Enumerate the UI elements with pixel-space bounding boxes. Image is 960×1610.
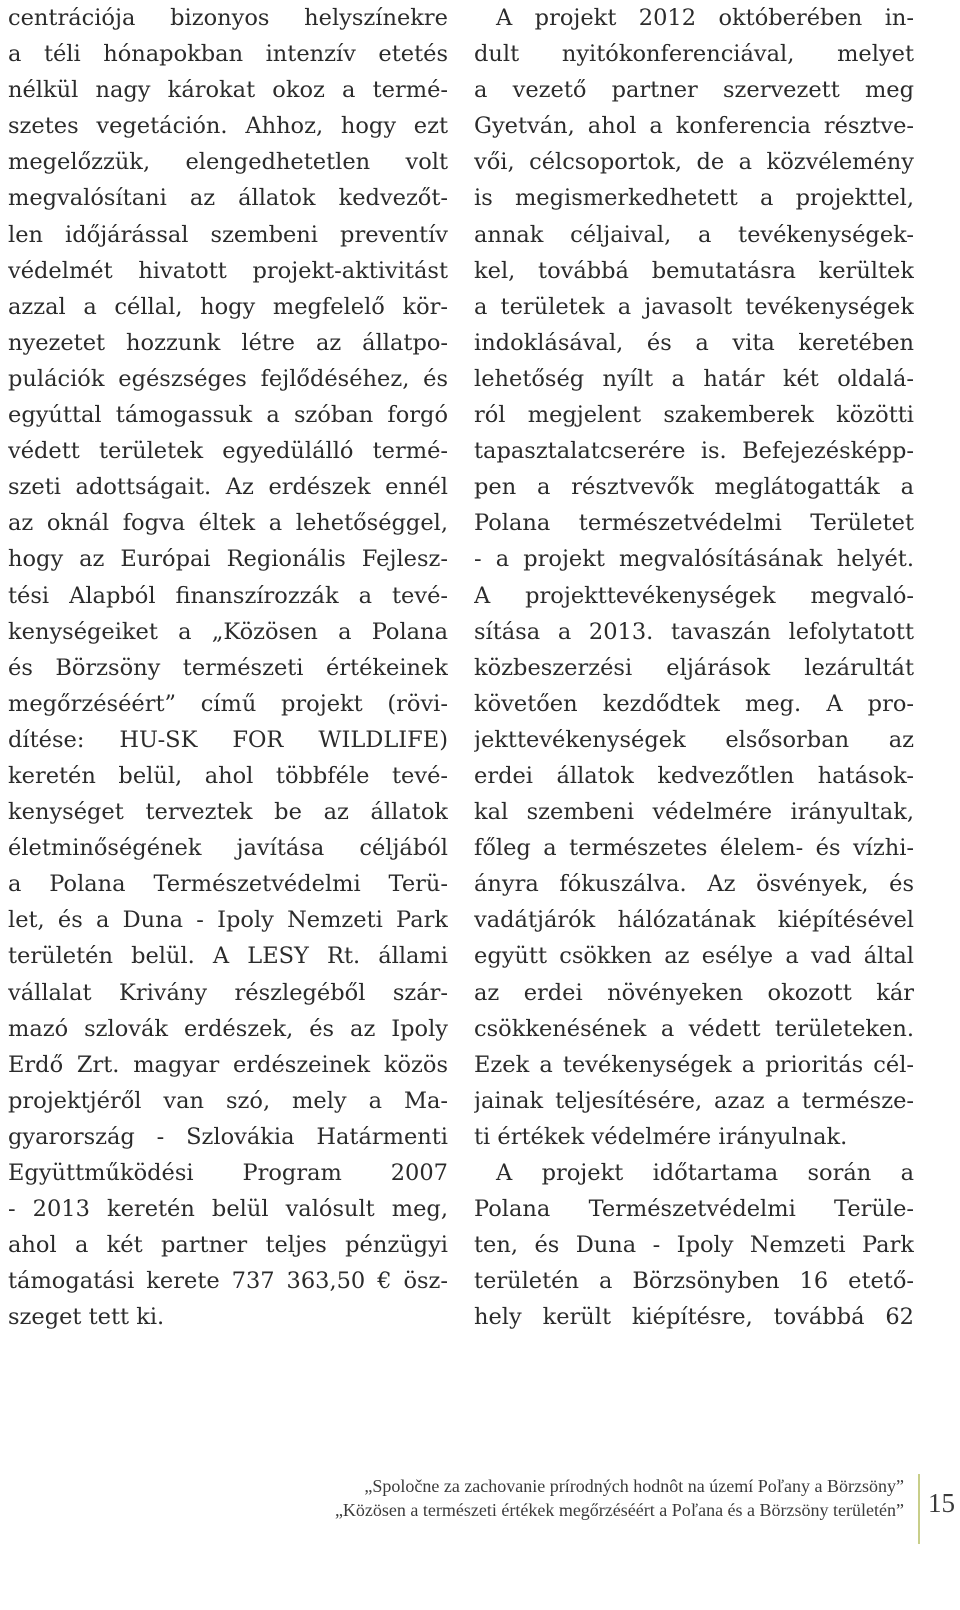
right-text-column <box>474 0 914 1335</box>
text-line: Együttműködési Program 2007 <box>8 1160 448 1186</box>
text-line: dult nyitókonferenciával, melyet <box>474 41 914 68</box>
text-line: - a projekt megvalósításának helyét. <box>474 546 914 573</box>
text-line: védett területek egyedülálló termé- <box>8 438 448 465</box>
text-line: hely került kiépítésre, továbbá 62 <box>474 1304 914 1331</box>
text-line: pulációk egészséges fejlődéséhez, és <box>8 365 448 392</box>
text-line: kenységet terveztek be az állatok <box>8 799 448 826</box>
text-line: vői, célcsoportok, de a közvélemény <box>474 149 914 176</box>
text-line: let, és a Duna - Ipoly Nemzeti Park <box>8 907 448 934</box>
text-line: - 2013 keretén belül valósult meg, <box>8 1196 448 1223</box>
text-line: területén belül. A LESY Rt. állami <box>8 943 448 970</box>
footer-divider <box>918 1474 920 1544</box>
footer-slovak-title: „Spoločne za zachovanie prírodných hodnôt na území Poľany a Börzsöny” <box>364 1476 904 1496</box>
page-number: 15 <box>928 1488 955 1518</box>
text-line: vadátjárók hálózatának kiépítésével <box>474 907 914 934</box>
text-line: Ezek a tevékenységek a prioritás cél- <box>474 1051 914 1078</box>
text-line: Gyetván, ahol a konferencia résztve- <box>474 113 914 140</box>
text-line: szeti adottságait. Az erdészek ennél <box>8 474 448 501</box>
text-line: keretén belül, ahol többféle tevé- <box>8 762 448 789</box>
text-line: erdei állatok kedvezőtlen hatások- <box>474 762 914 789</box>
text-line: nyezetet hozzunk létre az állatpo- <box>8 329 448 356</box>
text-line: és Börzsöny természeti értékeinek <box>8 654 448 681</box>
text-line: len időjárással szembeni preventív <box>8 221 448 248</box>
text-line: projektjéről van szó, mely a Ma- <box>8 1087 448 1114</box>
page-footer <box>200 1474 904 1522</box>
text-line: pen a résztvevők meglátogatták a <box>474 474 914 501</box>
left-text-column <box>8 0 448 1335</box>
text-line: szetes vegetáción. Ahhoz, hogy ezt <box>8 113 448 140</box>
text-line: kal szembeni védelmére irányultak, <box>474 799 914 826</box>
text-line: csökkenésének a védett területeken. <box>474 1015 914 1042</box>
text-line: tési Alapból finanszírozzák a tevé- <box>8 582 448 609</box>
text-line: a Polana Természetvédelmi Terü- <box>8 871 448 898</box>
text-line: vállalat Krivány részlegéből szár- <box>8 979 448 1006</box>
text-line: A projekt időtartama során a <box>496 1160 914 1186</box>
text-line: kel, továbbá bemutatásra kerültek <box>474 257 914 284</box>
text-line: Polana természetvédelmi Területet <box>474 510 914 537</box>
text-line: ról megjelent szakemberek közötti <box>474 402 914 429</box>
text-line: főleg a természetes élelem- és vízhi- <box>474 835 914 862</box>
text-line: Erdő Zrt. magyar erdészeinek közös <box>8 1051 448 1078</box>
text-line: centrációja bizonyos helyszínekre <box>8 5 448 31</box>
text-line: területén a Börzsönyben 16 etető- <box>474 1268 914 1295</box>
text-line: gyarország - Szlovákia Határmenti <box>8 1123 448 1150</box>
text-line: a vezető partner szervezett meg <box>474 77 914 104</box>
text-line: támogatási kerete 737 363,50 € ösz- <box>8 1268 448 1295</box>
text-line: együtt csökken az esélye a vad által <box>474 943 914 970</box>
text-line: a területek a javasolt tevékenységek <box>474 293 914 320</box>
text-line: A projekttevékenységek megvaló- <box>474 582 914 609</box>
text-line: tapasztalatcserére is. Befejezésképp- <box>474 438 914 465</box>
text-line: kenységeiket a „Közösen a Polana <box>8 618 448 645</box>
text-line: egyúttal támogassuk a szóban forgó <box>8 402 448 429</box>
text-line: hogy az Európai Regionális Fejlesz- <box>8 546 448 573</box>
text-line: A projekt 2012 októberében in- <box>496 5 914 31</box>
text-line: ti értékek védelmére irányulnak. <box>474 1123 848 1150</box>
text-line: mazó szlovák erdészek, és az Ipoly <box>8 1015 448 1042</box>
text-line: nélkül nagy károkat okoz a termé- <box>8 77 448 104</box>
text-line: jekttevékenységek elsősorban az <box>474 726 914 753</box>
text-line: megőrzéséért” című projekt (rövi- <box>8 690 448 717</box>
text-line: az erdei növényeken okozott kár <box>474 979 914 1006</box>
text-line: lehetőség nyílt a határ két oldalá- <box>474 365 914 392</box>
text-line: ahol a két partner teljes pénzügyi <box>8 1232 448 1259</box>
text-line: azzal a céllal, hogy megfelelő kör- <box>8 293 448 320</box>
text-line: annak céljaival, a tevékenységek- <box>474 221 914 248</box>
text-line: szeget tett ki. <box>8 1304 165 1331</box>
text-line: megelőzzük, elengedhetetlen volt <box>8 149 448 176</box>
text-line: életminőségének javítása céljából <box>8 835 448 862</box>
text-line: a téli hónapokban intenzív etetés <box>8 41 448 68</box>
text-line: közbeszerzési eljárások lezárultát <box>474 654 914 681</box>
text-line: az oknál fogva éltek a lehetőséggel, <box>8 510 448 537</box>
text-line: dítése: HU-SK FOR WILDLIFE) <box>8 726 448 753</box>
text-line: Polana Természetvédelmi Terüle- <box>474 1196 914 1223</box>
text-line: is megismerkedhetett a projekttel, <box>474 185 914 212</box>
text-line: követően kezdődtek meg. A pro- <box>474 690 914 717</box>
text-line: sítása a 2013. tavaszán lefolytatott <box>474 618 914 645</box>
text-line: ányra fókuszálva. Az ösvények, és <box>474 871 914 898</box>
text-line: megvalósítani az állatok kedvezőt- <box>8 185 448 212</box>
text-line: ten, és Duna - Ipoly Nemzeti Park <box>474 1232 914 1259</box>
text-line: védelmét hivatott projekt-aktivitást <box>8 257 448 284</box>
text-line: jainak teljesítésére, azaz a természe- <box>474 1087 914 1114</box>
text-line: indoklásával, és a vita keretében <box>474 329 914 356</box>
footer-hungarian-title: „Közösen a természeti értékek megőrzéséért a Poľana és a Börzsöny területén” <box>334 1500 904 1520</box>
